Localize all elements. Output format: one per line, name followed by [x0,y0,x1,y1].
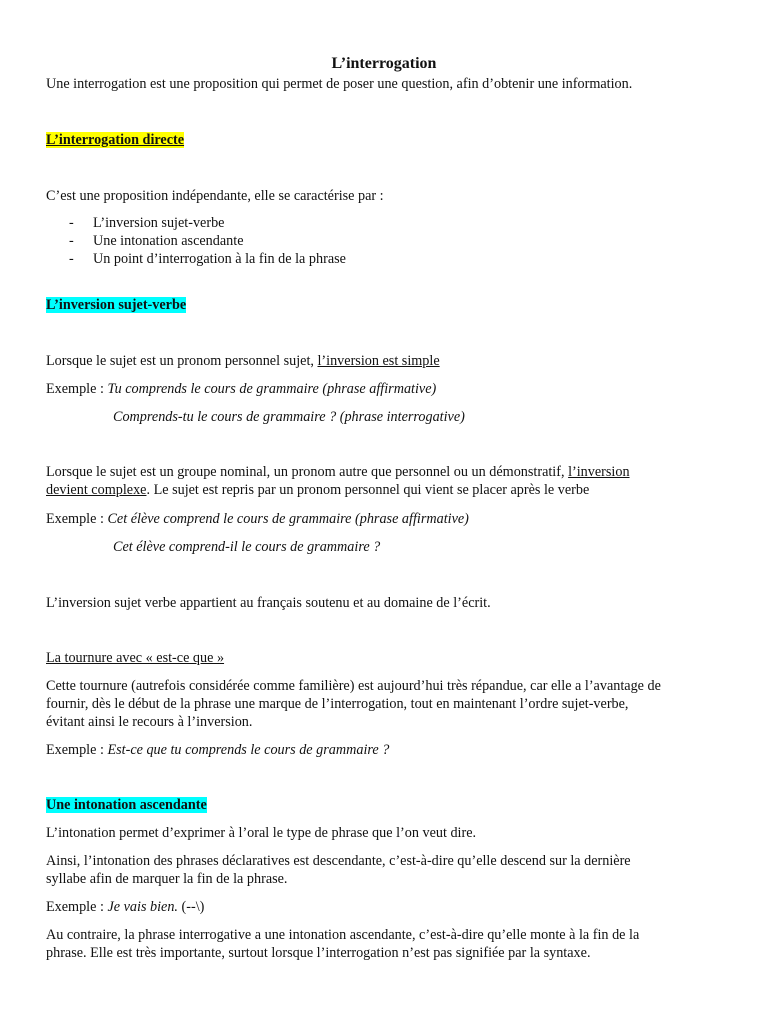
inversion-complexe-line-1: Lorsque le sujet est un groupe nominal, un pronom autre que personnel ou un démonstratif, l’inversion [46,464,630,480]
dash-bullet: - [69,251,74,267]
subsection-heading-est-ce-que: La tournure avec « est-ce que » [46,650,225,666]
section-heading-interrogation-directe [46,131,184,149]
list-item: - Un point d’interrogation à la fin de la phrase [69,251,346,267]
est-ce-que-line-1: Cette tournure (autrefois considérée comme familière) est aujourd’hui très répandue, car elle a l’avantage de [46,678,661,694]
list-item: - L’inversion sujet-verbe [69,215,225,231]
example-est-ce-que: Exemple : Est-ce que tu comprends le cours de grammaire ? [46,742,390,758]
dash-bullet: - [69,215,74,231]
section1-intro: C’est une proposition indépendante, elle se caractérise par : [46,188,384,204]
section-heading-inversion [46,296,186,314]
characteristics-list [46,214,346,268]
inversion-register-paragraph: L’inversion sujet verbe appartient au français soutenu et au domaine de l’écrit. [46,595,491,611]
section-heading-text: Une intonation ascendante [46,797,207,813]
example-intonation: Exemple : Je vais bien. (--\) [46,899,205,915]
example-1-line-2: Comprends-tu le cours de grammaire ? (phrase interrogative) [113,409,465,425]
section-heading-intonation [46,796,207,814]
intonation-paragraph-1: L’intonation permet d’exprimer à l’oral le type de phrase que l’on veut dire. [46,825,477,841]
section-heading-text: L’inversion sujet-verbe [46,297,187,313]
example-2-line-2: Cet élève comprend-il le cours de grammaire ? [113,539,381,555]
intonation-paragraph-3-line-1: Au contraire, la phrase interrogative a une intonation ascendante, c’est-à-dire qu’elle monte à la fin de la [46,927,640,943]
inversion-complexe-line-2: devient complexe. Le sujet est repris par un pronom personnel qui vient se placer après le verbe [46,482,590,498]
intro-paragraph: Une interrogation est une proposition qui permet de poser une question, afin d’obtenir une information. [46,76,633,92]
intonation-paragraph-2-line-2: syllabe afin de marquer la fin de la phrase. [46,871,288,887]
list-item: - Une intonation ascendante [69,233,244,249]
est-ce-que-line-2: fournir, dès le début de la phrase une marque de l’interrogation, tout en maintenant l’ordre sujet-verbe, [46,696,629,712]
page-title: L’interrogation [331,54,437,72]
example-2-line-1: Exemple : Cet élève comprend le cours de grammaire (phrase affirmative) [46,511,469,527]
dash-bullet: - [69,233,74,249]
example-1-line-1: Exemple : Tu comprends le cours de grammaire (phrase affirmative) [46,381,437,397]
section-heading-text: L’interrogation directe [46,132,185,148]
inversion-simple-paragraph: Lorsque le sujet est un pronom personnel sujet, l’inversion est simple [46,353,440,369]
intonation-paragraph-3-line-2: phrase. Elle est très importante, surtout lorsque l’interrogation n’est pas signifiée par la syntaxe. [46,945,591,961]
intonation-paragraph-2-line-1: Ainsi, l’intonation des phrases déclaratives est descendante, c’est-à-dire qu’elle descend sur la dernière [46,853,631,869]
est-ce-que-line-3: évitant ainsi le recours à l’inversion. [46,714,253,730]
